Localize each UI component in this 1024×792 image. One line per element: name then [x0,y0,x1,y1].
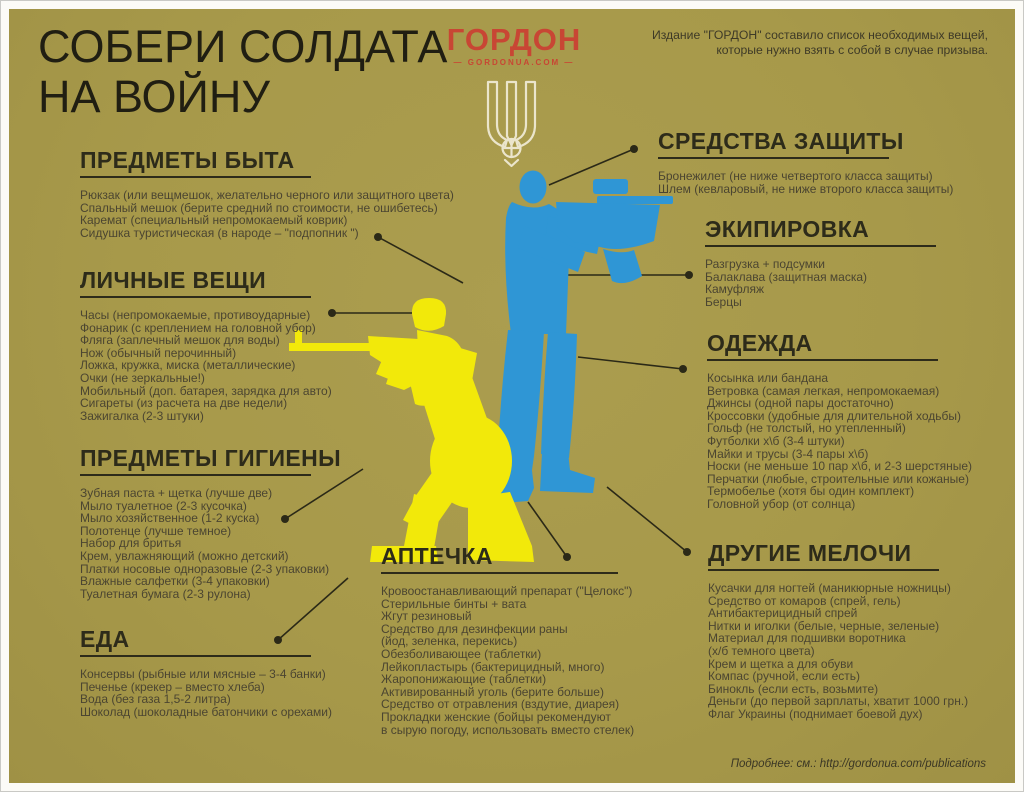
list-item: Нож (обычный перочинный) [80,345,237,360]
list-item: Средство от отравления (вздутие, диарея) [381,697,620,712]
list-item: Рюкзак (или вещмешок, желательно черного или защитного цвета) [80,188,454,202]
page-title-line1: СОБЕРИ СОЛДАТА [38,21,448,72]
section-hygiene-items [80,487,341,600]
section-food-items [80,668,332,718]
list-item: Мобильный (доп. батарея, зарядка для авто) [80,383,332,398]
list-item: Фонарик (с креплением на головной убор) [80,320,316,335]
list-item: Сигареты (из расчета на две недели) [80,396,288,411]
list-item: Майки и трусы (3-4 пары х\б) [707,446,869,461]
list-item: Крем, увлажняющий (можно детский) [80,548,289,563]
section-underline [80,176,311,178]
section-underline [705,245,936,247]
list-item: Зубная паста + щетка (лучше две) [80,486,273,500]
list-item: Мыло хозяйственное (1-2 куска) [80,511,260,526]
section-underline [707,359,938,361]
section-protection-title: СРЕДСТВА ЗАЩИТЫ [658,128,904,154]
list-item: Разгрузка + подсумки [705,257,825,271]
list-item: Головной убор (от солнца) [707,496,856,511]
gordon-logo-wordmark: ГОРДОН [446,22,582,57]
list-item: в сырую погоду, использовать вместо стелек) [381,722,635,737]
section-clothes-items [707,372,972,511]
list-item: Флаг Украины (поднимает боевой дух) [708,706,923,721]
list-item: Вода (без газа 1,5-2 литра) [80,692,231,707]
list-item: Нитки и иголки (белые, черные, зеленые) [708,618,940,633]
list-item: Средство от комаров (спрей, гель) [708,593,901,608]
section-personal [80,267,332,422]
list-item: Консервы (рыбные или мясные – 3-4 банки) [80,667,326,681]
section-firstaid-title: АПТЕЧКА [381,543,493,569]
section-hygiene-title: ПРЕДМЕТЫ ГИГИЕНЫ [80,445,342,471]
gordon-logo [428,24,600,67]
list-item: Жаропонижающие (таблетки) [381,672,547,687]
section-gear [705,216,936,308]
list-item: Джинсы (одной пары достаточно) [707,396,894,411]
section-misc-title: ДРУГИЕ МЕЛОЧИ [708,540,912,566]
list-item: Стерильные бинты + вата [381,596,527,611]
intro-line2: которые нужно взять с собой в случае призыва. [716,43,988,57]
intro-text [588,28,988,58]
list-item: Антибактерицидный спрей [708,606,858,621]
list-item: (йод, зеленка, перекись) [381,634,518,649]
list-item: Косынка или бандана [707,371,829,385]
section-underline [658,157,889,159]
section-food-title: ЕДА [80,626,130,652]
section-protection-items [658,170,953,195]
list-item: Носки (не меньше 10 пар х\б, и 2-3 шерстяные) [707,459,973,474]
section-clothes-title: ОДЕЖДА [707,330,813,356]
list-item: Зажигалка (2-3 штуки) [80,408,204,423]
section-underline [80,655,311,657]
list-item: Часы (непромокаемые, противоударные) [80,308,311,322]
footer-more-link: Подробнее: см.: http://gordonua.com/publications [730,758,986,770]
list-item: Полотенце (лучше темное) [80,523,232,538]
list-item: Лейкопластырь (бактерицидный, много) [381,659,605,674]
list-item: Каремат (специальный непромокаемый коврик) [80,213,348,228]
list-item: Крем и щетка а для обуви [708,656,854,671]
list-item: Гольф (не толстый, но утепленный) [707,421,906,436]
list-item: Влажные салфетки (3-4 упаковки) [80,574,270,589]
section-underline [381,572,618,574]
list-item: Средство для дезинфекции раны [381,621,568,636]
list-item: Шоколад (шоколадные батончики с орехами) [80,704,332,719]
list-item: Перчатки (любые, строительные или кожаные) [707,471,969,486]
list-item: Балаклава (защитная маска) [705,269,868,284]
section-misc [708,540,968,721]
section-gear-title: ЭКИПИРОВКА [705,216,870,242]
section-household-items [80,189,454,239]
section-household [80,147,454,239]
list-item: Туалетная бумага (2-3 рулона) [80,586,251,601]
section-personal-title: ЛИЧНЫЕ ВЕЩИ [80,267,267,293]
gordon-logo-site: — GORDONUA.COM — [453,58,575,67]
list-item: Кроссовки (удобные для длительной ходьбы) [707,408,962,423]
intro-line1: Издание "ГОРДОН" составило список необходимых вещей, [651,28,988,42]
section-underline [80,296,311,298]
list-item: Сидушка туристическая (в народе – "подпопник ") [80,225,359,240]
list-item: Очки (не зеркальные!) [80,370,205,385]
page-title [38,22,447,122]
list-item: Бинокль (если есть, возьмите) [708,681,879,696]
list-item: Берцы [705,294,742,309]
section-clothes [707,330,972,511]
section-underline [708,569,939,571]
section-misc-items [708,582,968,721]
list-item: Кровоостанавливающий препарат ("Целокс") [381,584,633,598]
trident-icon [488,82,535,166]
list-item: Платки носовые одноразовые (2-3 упаковки) [80,561,330,576]
list-item: Обезболивающее (таблетки) [381,646,542,661]
section-underline [80,474,311,476]
list-item: Термобелье (хотя бы один комплект) [707,484,915,499]
list-item: Фляга (заплечный мешок для воды) [80,333,280,348]
list-item: Ложка, кружка, миска (металлические) [80,358,296,373]
list-item: Компас (ручной, если есть) [708,669,861,684]
list-item: Материал для подшивки воротника [708,631,906,646]
section-gear-items [705,258,936,308]
section-food [80,626,332,718]
list-item: Камуфляж [705,282,765,297]
list-item: Шлем (кевларовый, не ниже второго класса защиты) [658,181,954,196]
list-item: (х/б темного цвета) [708,643,815,658]
list-item: Прокладки женские (бойцы рекомендуют [381,709,611,724]
page-title-line2: НА ВОЙНУ [38,71,270,122]
list-item: Бронежилет (не ниже четвертого класса защиты) [658,169,933,183]
list-item: Активированный уголь (берите больше) [381,684,604,699]
list-item: Спальный мешок (берите средний по стоимости, не ошибетесь) [80,200,438,215]
section-firstaid-items [381,585,634,736]
list-item: Деньги (до первой зарплаты, хватит 1000 грн.) [708,694,969,709]
list-item: Ветровка (самая легкая, непромокаемая) [707,383,940,398]
list-item: Мыло туалетное (2-3 кусочка) [80,498,247,513]
section-protection [658,128,953,195]
section-household-title: ПРЕДМЕТЫ БЫТА [80,147,295,173]
list-item: Жгут резиновый [381,609,472,624]
section-firstaid [381,543,634,736]
section-hygiene [80,445,341,600]
list-item: Набор для бритья [80,536,182,551]
section-personal-items [80,309,332,422]
list-item: Кусачки для ногтей (маникюрные ножницы) [708,581,951,595]
list-item: Футболки х\б (3-4 штуки) [707,433,845,448]
list-item: Печенье (крекер – вместо хлеба) [80,679,265,694]
